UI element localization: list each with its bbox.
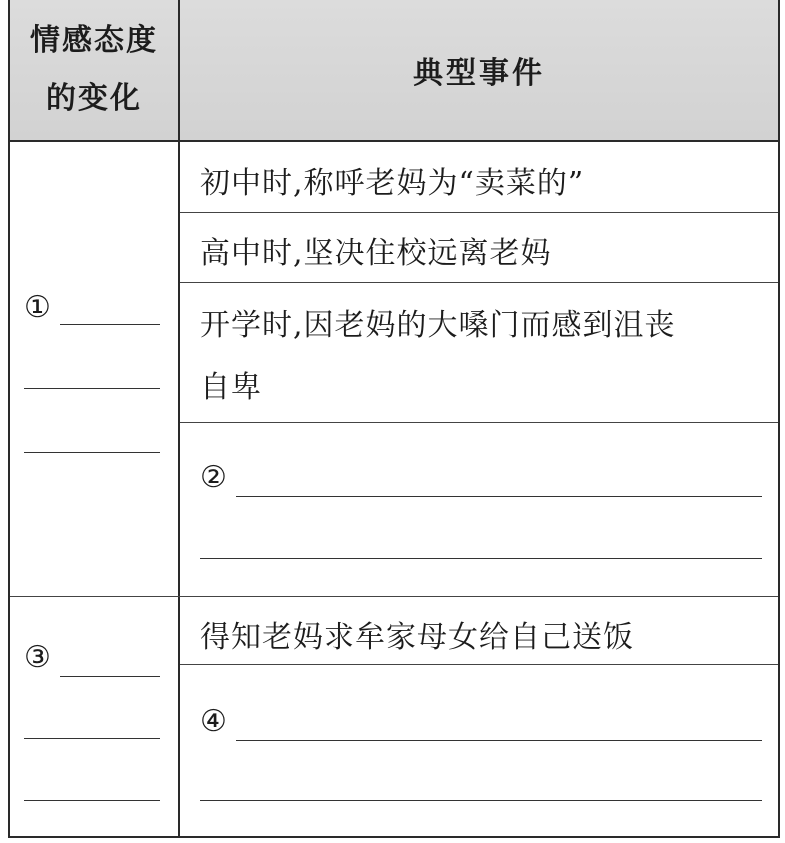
event-text: 初中时,称呼老妈为“卖菜的” (200, 166, 585, 201)
answer-blank[interactable] (24, 452, 160, 453)
answer-blank[interactable] (24, 738, 160, 739)
row-divider (180, 664, 778, 665)
answer-blank[interactable] (200, 800, 762, 801)
answer-blank[interactable] (24, 800, 160, 801)
answer-blank[interactable] (60, 676, 160, 677)
row-divider (180, 422, 778, 423)
answer-blank[interactable] (236, 496, 762, 497)
events-table (8, 0, 780, 838)
answer-marker: ③ (24, 640, 51, 675)
event-text: 开学时,因老妈的大嗓门而感到沮丧 (200, 308, 676, 343)
answer-blank[interactable] (24, 388, 160, 389)
answer-blank[interactable] (60, 324, 160, 325)
header-typical-events: 典型事件 (413, 56, 545, 91)
header-attitude-change (10, 0, 178, 140)
event-text: 高中时,坚决住校远离老妈 (200, 236, 552, 271)
answer-blank[interactable] (200, 558, 762, 559)
row-divider (180, 282, 778, 283)
row-divider (180, 212, 778, 213)
answer-marker: ① (24, 290, 51, 325)
answer-blank[interactable] (236, 740, 762, 741)
header-attitude-line2: 的变化 (46, 81, 142, 116)
answer-marker: ② (200, 460, 227, 495)
event-text: 自卑 (200, 370, 262, 405)
header-attitude-line1: 情感态度 (30, 23, 158, 58)
answer-marker: ④ (200, 704, 227, 739)
group-divider (10, 596, 778, 597)
event-text: 得知老妈求牟家母女给自己送饭 (200, 620, 634, 655)
